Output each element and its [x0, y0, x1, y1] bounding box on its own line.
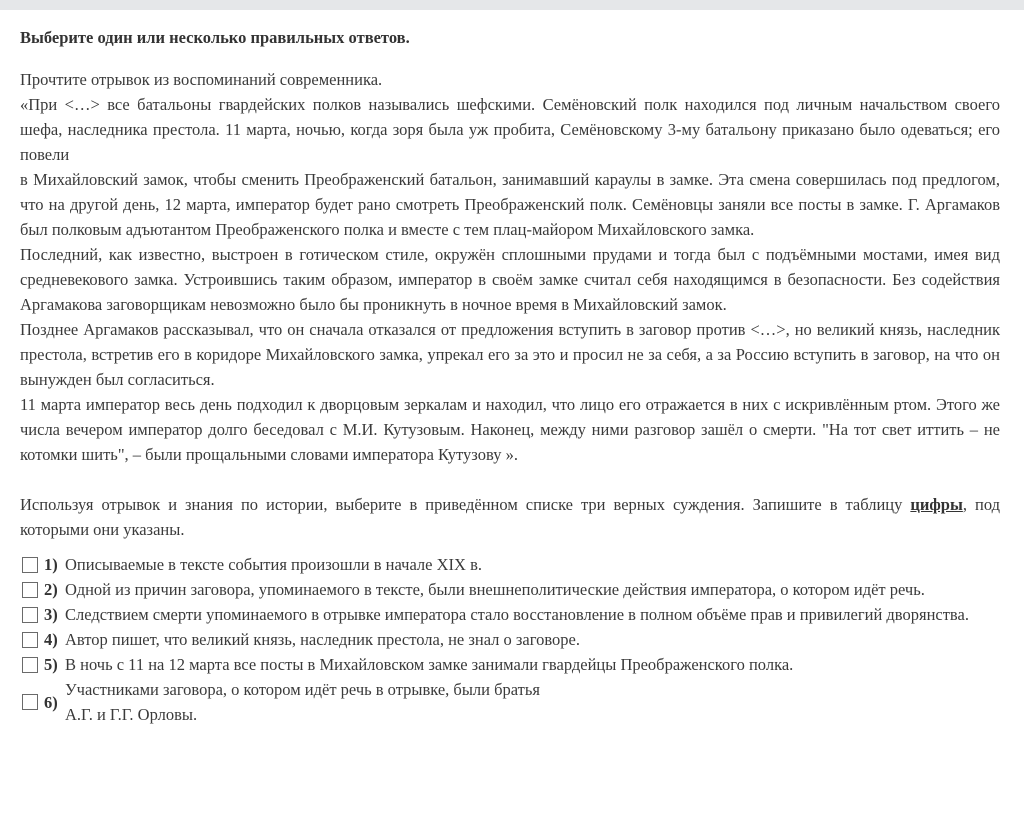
answer-text-6-line2: А.Г. и Г.Г. Орловы. [65, 705, 198, 724]
answer-number-5: 5) [44, 655, 58, 674]
answer-checkbox-5[interactable] [22, 657, 38, 673]
answer-checkbox-6[interactable] [22, 694, 38, 710]
task-content [20, 25, 1000, 727]
answer-number-3: 3) [44, 605, 58, 624]
answer-options [20, 552, 1000, 727]
answer-option-5[interactable] [20, 652, 1000, 677]
answer-option-1[interactable] [20, 552, 1000, 577]
answer-text-3: Следствием смерти упоминаемого в отрывке императора стало восстановление в полном объёме прав и привилегий дворянства. [65, 605, 969, 624]
answer-text-6-line1: Участниками заговора, о котором идёт речь в отрывке, были братья [65, 680, 540, 699]
passage-paragraph: «При <…> все батальоны гвардейских полков назывались шефскими. Семёновский полк находился под личным начальством своего шефа, наследника престола. 11 марта, ночью, когда зоря была уж пробита, Семёновскому 3-му батальону приказано было одеваться; его повели [20, 95, 1000, 164]
source-passage [20, 67, 1000, 467]
answer-text-1: Описываемые в тексте события произошли в начале XIX в. [65, 555, 482, 574]
question-text-end: , под которыми они указаны. [20, 495, 1001, 539]
question-text [20, 492, 1000, 542]
answer-text-2: Одной из причин заговора, упоминаемого в тексте, были внешнеполитические действия императора, о котором идёт речь. [65, 580, 925, 599]
passage-paragraph: в Михайловский замок, чтобы сменить Преображенский батальон, занимавший караулы в замке. Эта смена совершилась под предлогом, что на другой день, 12 марта, император будет рано смотреть Преображенский полк. Семёновцы заняли все посты в замке. Г. Аргамаков был полковым адъютантом Преображенского полка и вместе с тем плац-майором Михайловского замка. [20, 170, 1000, 239]
answer-option-2[interactable] [20, 577, 1000, 602]
top-bar [0, 0, 1024, 10]
task-instruction: Выберите один или несколько правильных ответов. [20, 28, 410, 47]
answer-number-2: 2) [44, 580, 58, 599]
answer-checkbox-3[interactable] [22, 607, 38, 623]
question-text-start: Используя отрывок и знания по истории, выберите в приведённом списке три верных суждения. Запишите в таблицу [20, 495, 911, 514]
answer-text-5: В ночь с 11 на 12 марта все посты в Михайловском замке занимали гвардейцы Преображенского полка. [65, 655, 794, 674]
question-emphasis: цифры [910, 495, 963, 514]
answer-option-4[interactable] [20, 627, 1000, 652]
passage-paragraph: Позднее Аргамаков рассказывал, что он сначала отказался от предложения вступить в заговор против <…>, но великий князь, наследник престола, встретив его в коридоре Михайловского замка, упрекал его за это и просил не за себя, а за Россию вступить в заговор, на что он вынужден был согласиться. [20, 320, 1000, 389]
answer-checkbox-2[interactable] [22, 582, 38, 598]
answer-number-6: 6) [44, 692, 58, 712]
answer-text-4: Автор пишет, что великий князь, наследник престола, не знал о заговоре. [65, 630, 580, 649]
passage-paragraph: Последний, как известно, выстроен в готическом стиле, окружён сплошными прудами и тогда был с подъёмными мостами, имея вид средневекового замка. Устроившись таким образом, император в своём замке считал себя находящимся в безопасности. Без содействия Аргамакова заговорщикам невозможно было бы проникнуть в ночное время в Михайловский замок. [20, 245, 1000, 314]
answer-number-1: 1) [44, 555, 58, 574]
answer-option-3[interactable] [20, 602, 1000, 627]
passage-paragraph: 11 марта император весь день подходил к дворцовым зеркалам и находил, что лицо его отражается в них с искривлённым ртом. Этого же числа вечером император долго беседовал с М.И. Кутузовым. Наконец, между ними разговор зашёл о смерти. "На тот свет иттить – не котомки шить", – были прощальными словами императора Кутузову ». [20, 395, 1000, 464]
answer-checkbox-1[interactable] [22, 557, 38, 573]
answer-checkbox-4[interactable] [22, 632, 38, 648]
answer-text-6 [65, 677, 1000, 727]
passage-intro: Прочтите отрывок из воспоминаний современника. [20, 70, 383, 89]
answer-number-4: 4) [44, 630, 58, 649]
answer-option-6[interactable] [20, 677, 1000, 727]
